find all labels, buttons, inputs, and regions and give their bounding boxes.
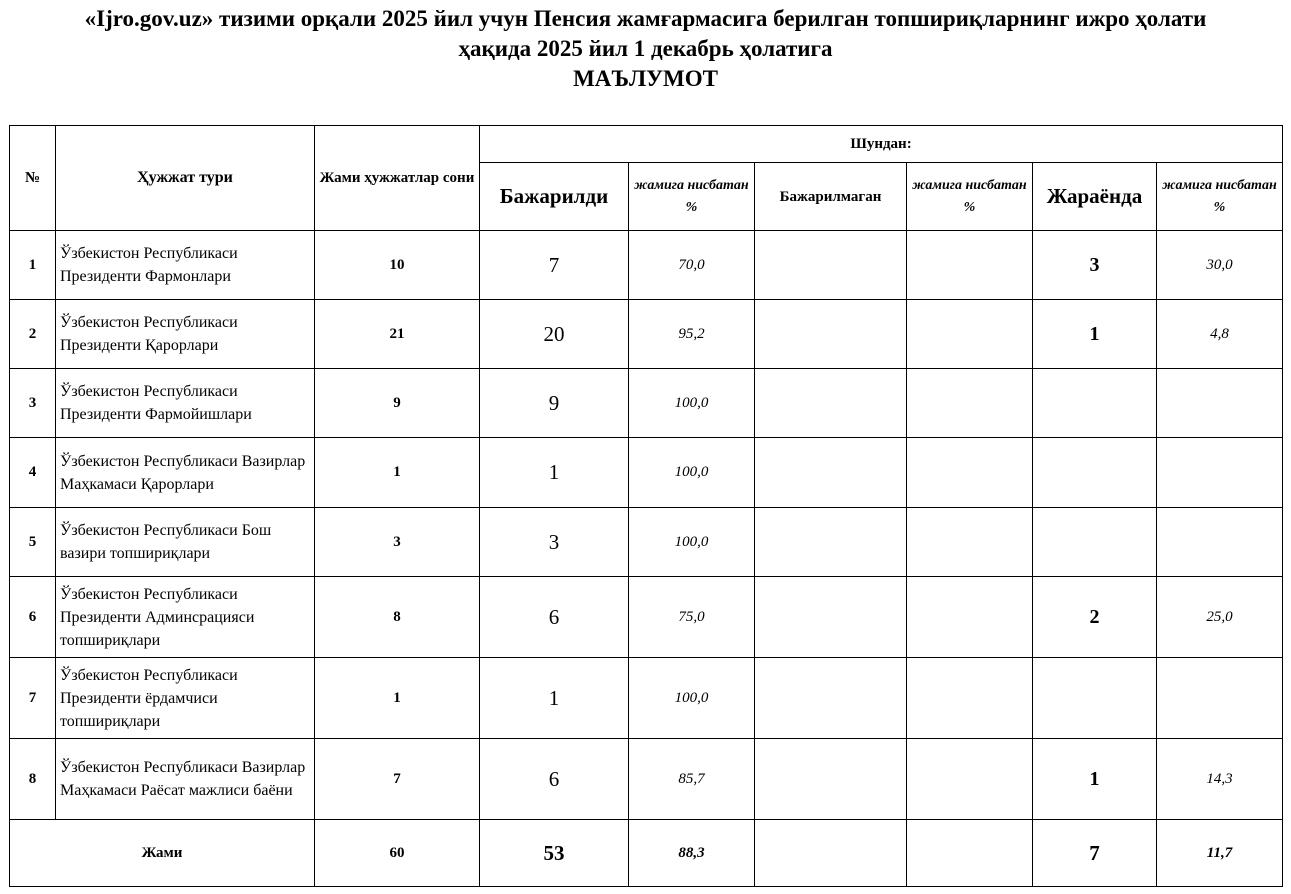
document-type-cell: Ўзбекистон Республикаси Бош вазири топшириқлари xyxy=(56,508,315,577)
not-done-count-cell xyxy=(755,438,907,508)
not-done-count-cell xyxy=(755,658,907,739)
done-percent-cell: 100,0 xyxy=(629,438,755,508)
summary-row xyxy=(10,820,1283,887)
table-row xyxy=(10,508,1283,577)
report-title xyxy=(0,4,1291,94)
done-count-cell: 6 xyxy=(480,577,629,658)
in-progress-count-cell xyxy=(1033,508,1157,577)
in-progress-percent-cell xyxy=(1157,369,1283,438)
in-progress-percent-cell: 30,0 xyxy=(1157,231,1283,300)
not-done-count-cell xyxy=(755,739,907,820)
not-done-percent-cell xyxy=(907,508,1033,577)
summary-not-done-percent xyxy=(907,820,1033,887)
done-count-cell: 1 xyxy=(480,438,629,508)
total-count-cell: 10 xyxy=(315,231,480,300)
header-in-progress: Жараёнда xyxy=(1033,163,1157,231)
in-progress-percent-cell: 25,0 xyxy=(1157,577,1283,658)
summary-label: Жами xyxy=(10,820,315,887)
done-count-cell: 7 xyxy=(480,231,629,300)
row-number: 8 xyxy=(10,739,56,820)
table-row xyxy=(10,658,1283,739)
not-done-count-cell xyxy=(755,300,907,369)
in-progress-count-cell: 2 xyxy=(1033,577,1157,658)
done-percent-cell: 100,0 xyxy=(629,369,755,438)
done-count-cell: 6 xyxy=(480,739,629,820)
total-count-cell: 3 xyxy=(315,508,480,577)
summary-not-done xyxy=(755,820,907,887)
done-percent-cell: 75,0 xyxy=(629,577,755,658)
not-done-percent-cell xyxy=(907,577,1033,658)
header-no: № xyxy=(10,126,56,231)
row-number: 2 xyxy=(10,300,56,369)
table-row xyxy=(10,369,1283,438)
not-done-count-cell xyxy=(755,508,907,577)
not-done-percent-cell xyxy=(907,231,1033,300)
done-percent-cell: 95,2 xyxy=(629,300,755,369)
summary-in-progress-percent: 11,7 xyxy=(1157,820,1283,887)
table-row xyxy=(10,739,1283,820)
done-percent-cell: 70,0 xyxy=(629,231,755,300)
summary-total: 60 xyxy=(315,820,480,887)
not-done-percent-cell xyxy=(907,369,1033,438)
row-number: 1 xyxy=(10,231,56,300)
in-progress-percent-cell: 4,8 xyxy=(1157,300,1283,369)
header-not-done-pct: жамига нисбатан % xyxy=(907,163,1033,231)
document-type-cell: Ўзбекистон Республикаси Вазирлар Маҳкамаси Қарорлари xyxy=(56,438,315,508)
done-percent-cell: 100,0 xyxy=(629,508,755,577)
in-progress-count-cell xyxy=(1033,658,1157,739)
document-type-cell: Ўзбекистон Республикаси Президенти Қарорлари xyxy=(56,300,315,369)
total-count-cell: 9 xyxy=(315,369,480,438)
total-count-cell: 1 xyxy=(315,438,480,508)
done-percent-cell: 100,0 xyxy=(629,658,755,739)
in-progress-percent-cell xyxy=(1157,658,1283,739)
header-done: Бажарилди xyxy=(480,163,629,231)
done-count-cell: 9 xyxy=(480,369,629,438)
in-progress-count-cell: 1 xyxy=(1033,739,1157,820)
row-number: 7 xyxy=(10,658,56,739)
not-done-count-cell xyxy=(755,369,907,438)
total-count-cell: 8 xyxy=(315,577,480,658)
total-count-cell: 7 xyxy=(315,739,480,820)
header-in-progress-pct: жамига нисбатан % xyxy=(1157,163,1283,231)
summary-in-progress: 7 xyxy=(1033,820,1157,887)
document-type-cell: Ўзбекистон Республикаси Президенти Фармонлари xyxy=(56,231,315,300)
title-line-3: МАЪЛУМОТ xyxy=(573,66,718,91)
document-type-cell: Ўзбекистон Республикаси Вазирлар Маҳкамаси Раёсат мажлиси баёни xyxy=(56,739,315,820)
table-row xyxy=(10,231,1283,300)
not-done-percent-cell xyxy=(907,658,1033,739)
row-number: 6 xyxy=(10,577,56,658)
done-count-cell: 1 xyxy=(480,658,629,739)
table-row xyxy=(10,438,1283,508)
row-number: 4 xyxy=(10,438,56,508)
header-row-1 xyxy=(10,126,1283,163)
header-not-done: Бажарилмаган xyxy=(755,163,907,231)
table-body xyxy=(10,231,1283,887)
header-doc-type: Ҳужжат тури xyxy=(56,126,315,231)
in-progress-count-cell: 3 xyxy=(1033,231,1157,300)
table-header xyxy=(10,126,1283,231)
done-percent-cell: 85,7 xyxy=(629,739,755,820)
document-type-cell: Ўзбекистон Республикаси Президенти Админсрацияси топшириқлари xyxy=(56,577,315,658)
done-count-cell: 20 xyxy=(480,300,629,369)
done-count-cell: 3 xyxy=(480,508,629,577)
total-count-cell: 21 xyxy=(315,300,480,369)
in-progress-count-cell xyxy=(1033,369,1157,438)
row-number: 5 xyxy=(10,508,56,577)
document-type-cell: Ўзбекистон Республикаси Президенти Фармойишлари xyxy=(56,369,315,438)
in-progress-percent-cell xyxy=(1157,438,1283,508)
in-progress-percent-cell xyxy=(1157,508,1283,577)
not-done-percent-cell xyxy=(907,739,1033,820)
in-progress-count-cell: 1 xyxy=(1033,300,1157,369)
row-number: 3 xyxy=(10,369,56,438)
summary-done: 53 xyxy=(480,820,629,887)
execution-status-table xyxy=(9,125,1283,887)
header-of-which: Шундан: xyxy=(480,126,1283,163)
title-line-2: ҳақида 2025 йил 1 декабрь ҳолатига xyxy=(458,36,833,61)
in-progress-count-cell xyxy=(1033,438,1157,508)
document-type-cell: Ўзбекистон Республикаси Президенти ёрдамчиси топшириқлари xyxy=(56,658,315,739)
not-done-count-cell xyxy=(755,231,907,300)
not-done-percent-cell xyxy=(907,300,1033,369)
total-count-cell: 1 xyxy=(315,658,480,739)
header-total: Жами ҳужжатлар сони xyxy=(315,126,480,231)
in-progress-percent-cell: 14,3 xyxy=(1157,739,1283,820)
title-line-1: «Ijro.gov.uz» тизими орқали 2025 йил учун Пенсия жамғармасига берилган топшириқларнинг ижро ҳолати xyxy=(84,6,1207,31)
summary-done-percent: 88,3 xyxy=(629,820,755,887)
not-done-percent-cell xyxy=(907,438,1033,508)
not-done-count-cell xyxy=(755,577,907,658)
table-row xyxy=(10,577,1283,658)
header-done-pct: жамига нисбатан % xyxy=(629,163,755,231)
table-row xyxy=(10,300,1283,369)
